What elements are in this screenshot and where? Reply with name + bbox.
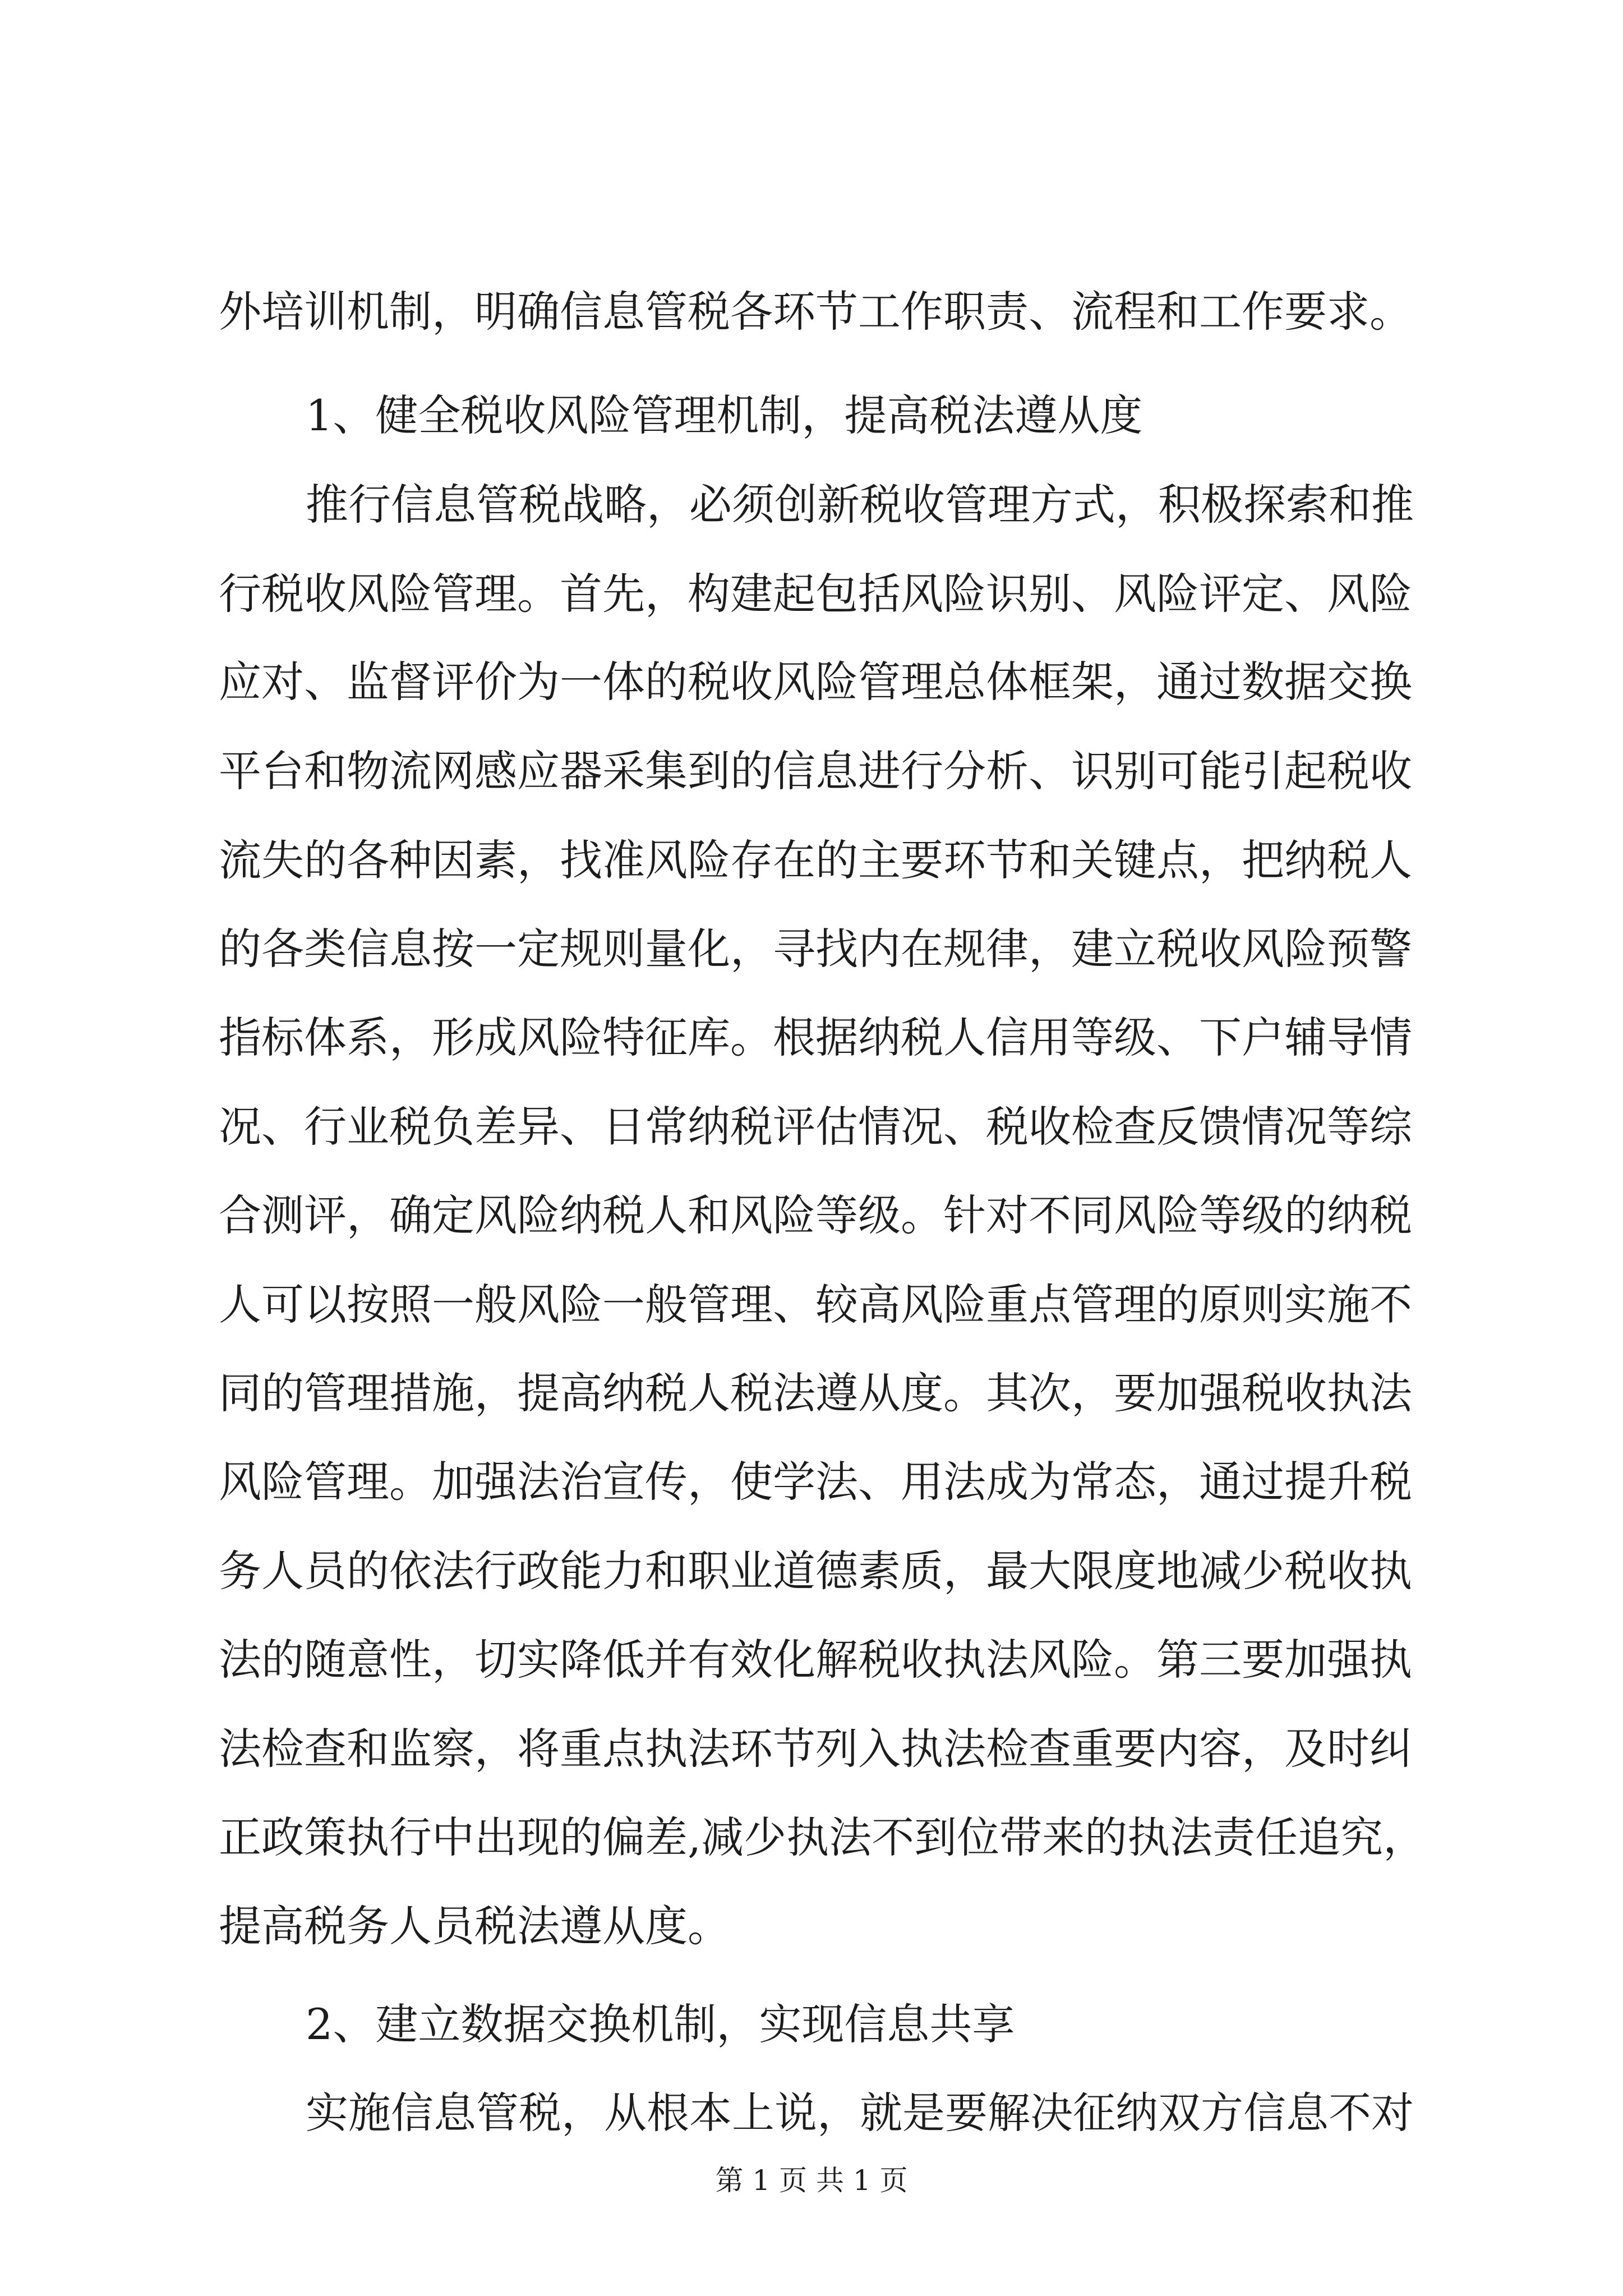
section-heading-2: 2、建立数据交换机制，实现信息共享 — [306, 1999, 1015, 2049]
text-line-18: 正政策执行中出现的偏差,减少执法不到位带来的执法责任追究， — [219, 1812, 1426, 1862]
text-line-16: 法的随意性，切实降低并有效化解税收执法风险。第三要加强执 — [219, 1635, 1412, 1685]
text-line-4: 行税收风险管理。首先，构建起包括风险识别、风险评定、风险 — [219, 569, 1412, 619]
text-line-1: 外培训机制，明确信息管税各环节工作职责、流程和工作要求。 — [219, 287, 1412, 337]
text-line-3: 推行信息管税战略，必须创新税收管理方式，积极探索和推 — [306, 480, 1414, 530]
text-line-10: 况、行业税负差异、日常纳税评估情况、税收检查反馈情况等综 — [219, 1102, 1412, 1152]
text-line-14: 风险管理。加强法治宣传，使学法、用法成为常态，通过提升税 — [219, 1457, 1412, 1507]
text-line-12: 人可以按照一般风险一般管理、较高风险重点管理的原则实施不 — [219, 1280, 1412, 1329]
text-line-5: 应对、监督评价为一体的税收风险管理总体框架，通过数据交换 — [219, 657, 1412, 707]
text-line-6: 平台和物流网感应器采集到的信息进行分析、识别可能引起税收 — [219, 746, 1412, 796]
text-line-21: 实施信息管税，从根本上说，就是要解决征纳双方信息不对 — [306, 2088, 1414, 2138]
text-line-15: 务人员的依法行政能力和职业道德素质，最大限度地减少税收执 — [219, 1546, 1412, 1596]
text-line-13: 同的管理措施，提高纳税人税法遵从度。其次，要加强税收执法 — [219, 1368, 1412, 1418]
text-line-17: 法检查和监察，将重点执法环节列入执法检查重要内容，及时纠 — [219, 1724, 1412, 1774]
text-line-11: 合测评，确定风险纳税人和风险等级。针对不同风险等级的纳税 — [219, 1190, 1412, 1240]
text-line-7: 流失的各种因素，找准风险存在的主要环节和关键点，把纳税人 — [219, 835, 1412, 885]
text-line-19: 提高税务人员税法遵从度。 — [219, 1901, 730, 1951]
page-footer: 第 1 页 共 1 页 — [715, 2164, 908, 2197]
section-heading-1: 1、健全税收风险管理机制，提高税法遵从度 — [306, 390, 1143, 440]
text-line-9: 指标体系，形成风险特征库。根据纳税人信用等级、下户辅导情 — [219, 1013, 1412, 1062]
text-line-8: 的各类信息按一定规则量化，寻找内在规律，建立税收风险预警 — [219, 924, 1412, 974]
